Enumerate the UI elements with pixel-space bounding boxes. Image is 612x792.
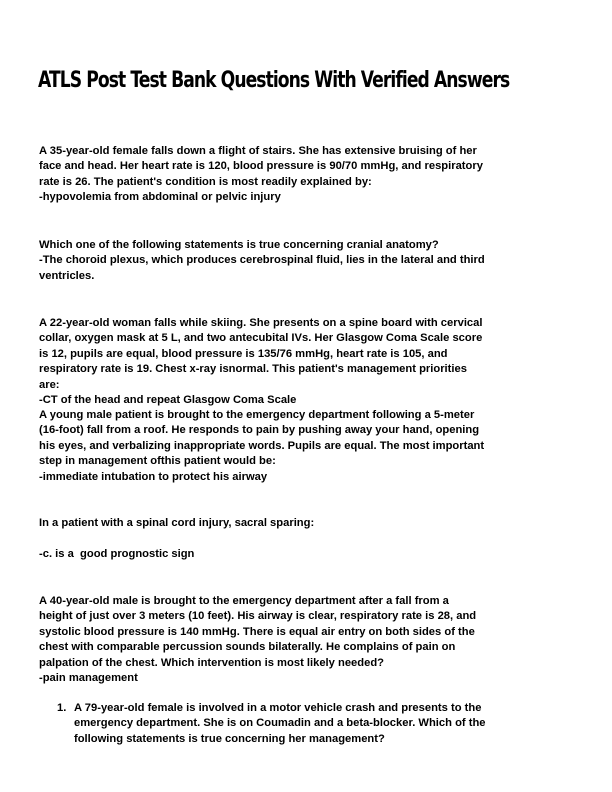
- question-block: [39, 408, 599, 485]
- question-text-line: is 12, pupils are equal, blood pressure is 135/76 mmHg, heart rate is 105, and: [39, 347, 448, 360]
- question-text-line: face and head. Her heart rate is 120, blood pressure is 90/70 mmHg, and respiratory: [39, 160, 483, 173]
- question-text-line: height of just over 3 meters (10 feet). His airway is clear, respiratory rate is 28, and: [39, 610, 477, 623]
- question-text-line: systolic blood pressure is 140 mmHg. There is equal air entry on both sides of the: [39, 625, 475, 638]
- question-block: [39, 594, 599, 686]
- question-text-line: In a patient with a spinal cord injury, sacral sparing:: [39, 517, 315, 529]
- answer-text-line: -The choroid plexus, which produces cerebrospinal fluid, lies in the lateral and third: [39, 254, 485, 267]
- blank-line: [39, 531, 599, 546]
- question-text-line: emergency department. She is on Coumadin and a beta-blocker. Which of the: [74, 717, 486, 730]
- answer-text: -CT of the head and repeat Glasgow Coma Scale: [39, 394, 297, 407]
- question-text-line: (16-foot) fall from a roof. He responds to pain by pushing away your hand, opening: [39, 424, 480, 437]
- answer-text: -hypovolemia from abdominal or pelvic injury: [39, 191, 281, 204]
- question-text-line: A 40-year-old male is brought to the emergency department after a fall from a: [39, 595, 449, 607]
- question-text-line: are:: [39, 378, 60, 391]
- document-title: ATLS Post Test Bank Questions With Verified Answers: [38, 68, 510, 93]
- question-text-line: following statements is true concerning her management?: [74, 732, 385, 745]
- question-block: [39, 144, 599, 206]
- numbered-question: [57, 701, 486, 747]
- list-number: 1.: [57, 702, 67, 714]
- question-text-line: A 22-year-old woman falls while skiing. She presents on a spine board with cervical: [39, 317, 483, 329]
- question-text-line: chest with comparable percussion sounds bilaterally. He complains of pain on: [39, 641, 456, 654]
- answer-text-line: ventricles.: [39, 269, 95, 282]
- question-block: [39, 316, 599, 408]
- answer-text: -pain management: [39, 672, 138, 685]
- question-text-line: his eyes, and verbalizing inappropriate words. Pupils are equal. The most important: [39, 439, 485, 452]
- question-text-line: step in management ofthis patient would be:: [39, 455, 276, 468]
- question-text-line: respiratory rate is 19. Chest x-ray isnormal. This patient's management priorities: [39, 363, 467, 376]
- question-text-line: palpation of the chest. Which intervention is most likely needed?: [39, 656, 384, 669]
- question-text-line: rate is 26. The patient's condition is most readily explained by:: [39, 175, 372, 188]
- question-text-line: A 79-year-old female is involved in a motor vehicle crash and presents to the: [74, 702, 482, 714]
- question-text-line: A young male patient is brought to the emergency department following a 5-meter: [39, 409, 475, 421]
- question-block: [39, 238, 599, 284]
- question-text-line: Which one of the following statements is true concerning cranial anatomy?: [39, 239, 439, 251]
- question-text-line: A 35-year-old female falls down a flight of stairs. She has extensive bruising of her: [39, 145, 477, 157]
- answer-text: -immediate intubation to protect his airway: [39, 470, 268, 483]
- answer-text: -c. is a good prognostic sign: [39, 547, 195, 560]
- question-block: [39, 516, 599, 562]
- question-text-line: collar, oxygen mask at 5 L, and two antecubital IVs. Her Glasgow Coma Scale score: [39, 332, 483, 345]
